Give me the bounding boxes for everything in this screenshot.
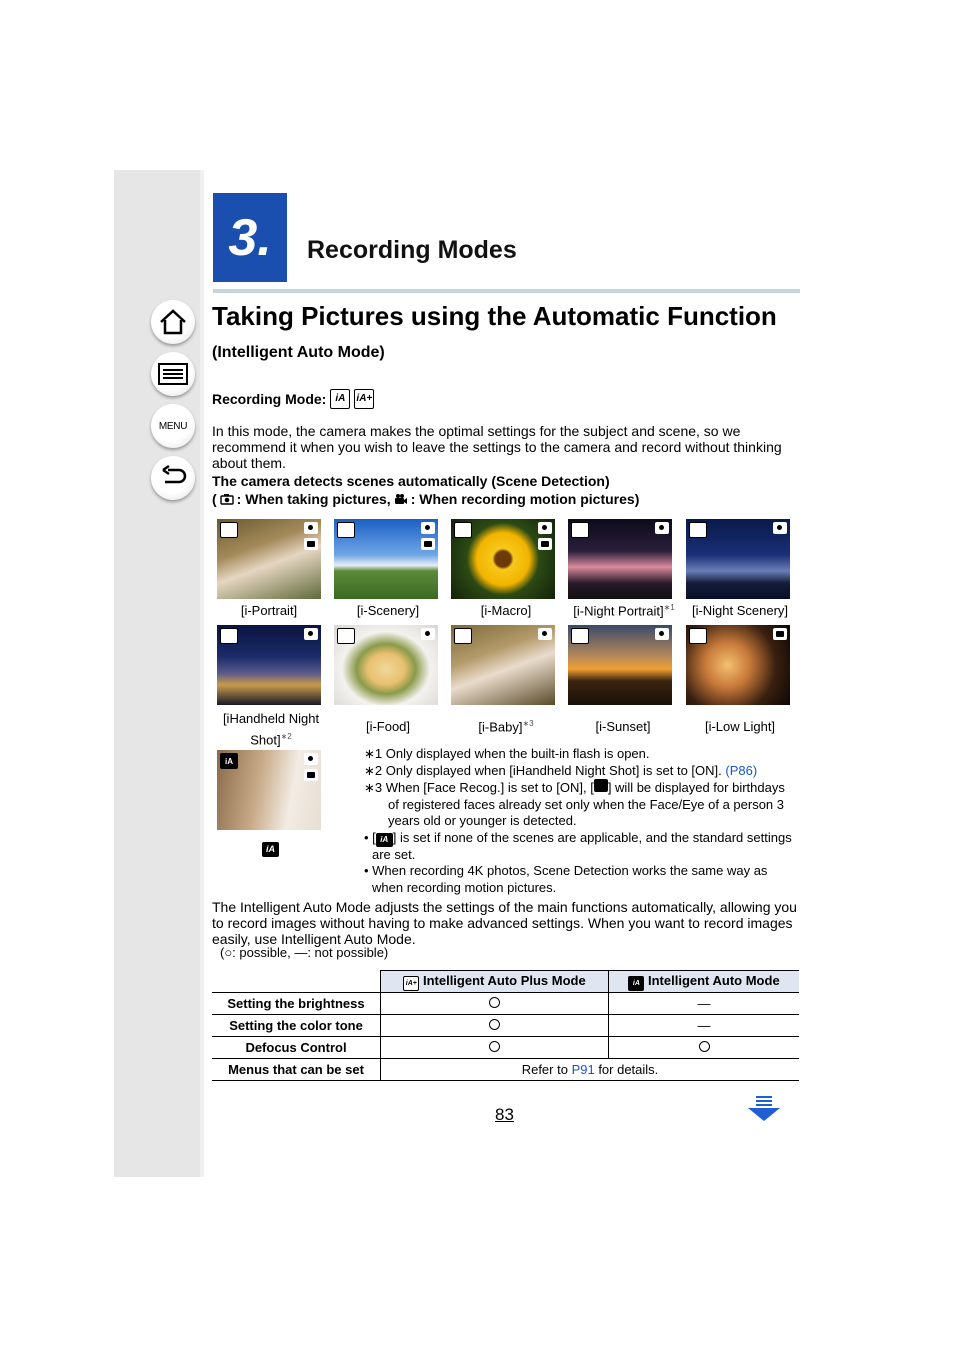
video-icon xyxy=(538,538,552,550)
camera-icon xyxy=(773,522,787,534)
intelligent-auto-plus-icon: iA+ xyxy=(354,389,374,409)
baby-birthday-icon xyxy=(594,779,608,792)
footnote-1: ∗1 Only displayed when the built-in flash is open. xyxy=(364,746,650,761)
footnotes xyxy=(364,746,799,896)
summary-text: The Intelligent Auto Mode adjusts the settings of the main functions automatically, allowing you to record images without having to make advanced settings. When you want to record images easily, use Intelligent Auto Mode. xyxy=(212,899,797,947)
photo-i-portrait xyxy=(217,519,321,599)
sunset-scene-icon xyxy=(571,628,589,644)
menus-reference: Refer to P91 for details. xyxy=(381,1059,800,1081)
home-icon xyxy=(159,309,187,335)
possible-mark xyxy=(381,993,609,1015)
photo-i-scenery xyxy=(334,519,438,599)
page-title: Taking Pictures using the Automatic Function xyxy=(212,301,777,331)
night-portrait-scene-icon xyxy=(571,522,589,538)
header-intelligent-auto-plus: iA+ Intelligent Auto Plus Mode xyxy=(381,971,609,993)
video-icon xyxy=(421,538,435,550)
photo-ihandheld-night-shot xyxy=(217,625,321,705)
photo-legend: : When taking pictures, xyxy=(236,491,391,507)
intelligent-auto-icon: iA xyxy=(262,842,279,857)
caption-i-macro: [i-Macro] xyxy=(480,603,532,618)
night-scenery-scene-icon xyxy=(689,522,707,538)
table-row xyxy=(212,1015,799,1037)
camera-icon xyxy=(538,628,552,640)
p91-link[interactable]: P91 xyxy=(571,1062,595,1077)
row-label: Setting the brightness xyxy=(212,993,381,1015)
handheld-night-scene-icon xyxy=(220,628,238,644)
intelligent-auto-plus-icon: iA+ xyxy=(403,976,419,991)
video-icon xyxy=(773,628,787,640)
photo-intelligent-auto xyxy=(217,750,321,830)
caption-i-night-portrait: [i-Night Portrait]$^{∗1}$ xyxy=(573,603,675,619)
intelligent-auto-icon: iA xyxy=(628,976,644,991)
caption-i-low-light: [i-Low Light] xyxy=(704,719,776,734)
comparison-table xyxy=(212,970,799,1081)
photo-i-low-light xyxy=(686,625,790,705)
table-row xyxy=(212,1037,799,1059)
video-icon xyxy=(394,493,408,505)
caption-intelligent-auto xyxy=(262,839,279,857)
photo-i-food xyxy=(334,625,438,705)
menu-label: MENU xyxy=(158,420,188,432)
caption-i-sunset: [i-Sunset] xyxy=(595,719,651,734)
row-label: Defocus Control xyxy=(212,1037,381,1059)
menu-button[interactable] xyxy=(151,404,195,448)
p86-link[interactable]: (P86) xyxy=(725,762,758,778)
camera-icon xyxy=(304,753,318,765)
scene-detect-legend xyxy=(212,491,797,507)
caption-i-baby: [i-Baby]$^{∗3}$ xyxy=(478,719,534,735)
return-icon xyxy=(159,465,187,491)
next-page-button[interactable] xyxy=(748,1096,780,1127)
not-possible-mark: — xyxy=(609,993,799,1015)
possible-mark xyxy=(381,1037,609,1059)
empty-header xyxy=(212,971,381,993)
bullet-2: • When recording 4K photos, Scene Detection works the same way as when recording motion pictures. xyxy=(364,863,768,895)
camera-icon xyxy=(220,493,234,505)
divider xyxy=(213,289,800,293)
table-legend: (○: possible, —: not possible) xyxy=(220,945,389,960)
contents-button[interactable] xyxy=(151,352,195,396)
recording-mode-row xyxy=(212,389,374,409)
macro-scene-icon xyxy=(454,522,472,538)
arrow-down-icon xyxy=(748,1096,780,1122)
back-button[interactable] xyxy=(151,456,195,500)
camera-icon xyxy=(538,522,552,534)
recording-mode-label: Recording Mode: xyxy=(212,391,327,407)
camera-icon xyxy=(655,628,669,640)
scene-detect-heading: The camera detects scenes automatically (Scene Detection) xyxy=(212,473,610,489)
photo-i-night-portrait xyxy=(568,519,672,599)
video-legend: : When recording motion pictures) xyxy=(410,491,640,507)
home-button[interactable] xyxy=(151,300,195,344)
video-icon xyxy=(304,769,318,781)
intro-text: In this mode, the camera makes the optimal settings for the subject and scene, so we recommend it when you wish to leave the settings to the camera and record without thinking about them. xyxy=(212,423,782,471)
table-header-row xyxy=(212,971,799,993)
food-scene-icon xyxy=(337,628,355,644)
video-icon xyxy=(304,538,318,550)
low-light-scene-icon xyxy=(689,628,707,644)
intelligent-auto-icon: iA xyxy=(376,833,393,847)
camera-icon xyxy=(421,522,435,534)
camera-icon xyxy=(421,628,435,640)
footnote-3: ∗3 When [Face Recog.] is set to [ON], [ ] will be displayed for birthdays of registered faces already set only when the Face/Eye of a person 3 years old or younger is detected. xyxy=(364,780,785,828)
paren-open: ( xyxy=(212,491,217,507)
caption-ihandheld-night-shot: [iHandheld Night Shot]$^{∗2}$ xyxy=(222,711,320,748)
portrait-scene-icon xyxy=(220,522,238,538)
row-label: Setting the color tone xyxy=(212,1015,381,1037)
intelligent-auto-icon: iA xyxy=(220,753,238,769)
camera-icon xyxy=(655,522,669,534)
page-number: 83 xyxy=(495,1105,514,1124)
photo-i-baby xyxy=(451,625,555,705)
photo-i-macro xyxy=(451,519,555,599)
sidebar-edge xyxy=(200,170,204,1177)
possible-mark xyxy=(609,1037,799,1059)
not-possible-mark: — xyxy=(609,1015,799,1037)
bullet-1: • [ iA ] is set if none of the scenes are applicable, and the standard settings are set. xyxy=(364,829,792,862)
row-label: Menus that can be set xyxy=(212,1059,381,1081)
table-row xyxy=(212,1059,799,1081)
caption-i-scenery: [i-Scenery] xyxy=(356,603,420,618)
intelligent-auto-icon: iA xyxy=(330,389,350,409)
header-intelligent-auto: iA Intelligent Auto Mode xyxy=(609,971,799,993)
baby-scene-icon xyxy=(454,628,472,644)
chapter-number: 3. xyxy=(213,193,287,282)
table-row xyxy=(212,993,799,1015)
chapter-title: Recording Modes xyxy=(307,236,517,264)
possible-mark xyxy=(381,1015,609,1037)
list-icon xyxy=(158,363,188,385)
camera-icon xyxy=(304,628,318,640)
caption-i-food: [i-Food] xyxy=(365,719,411,734)
photo-i-night-scenery xyxy=(686,519,790,599)
footnote-2: ∗2 Only displayed when [iHandheld Night Shot] is set to [ON]. (P86) xyxy=(364,762,758,778)
caption-i-portrait: [i-Portrait] xyxy=(240,603,298,618)
caption-i-night-scenery: [i-Night Scenery] xyxy=(691,603,789,618)
photo-i-sunset xyxy=(568,625,672,705)
page-subtitle: (Intelligent Auto Mode) xyxy=(212,344,385,361)
camera-icon xyxy=(304,522,318,534)
scenery-scene-icon xyxy=(337,522,355,538)
